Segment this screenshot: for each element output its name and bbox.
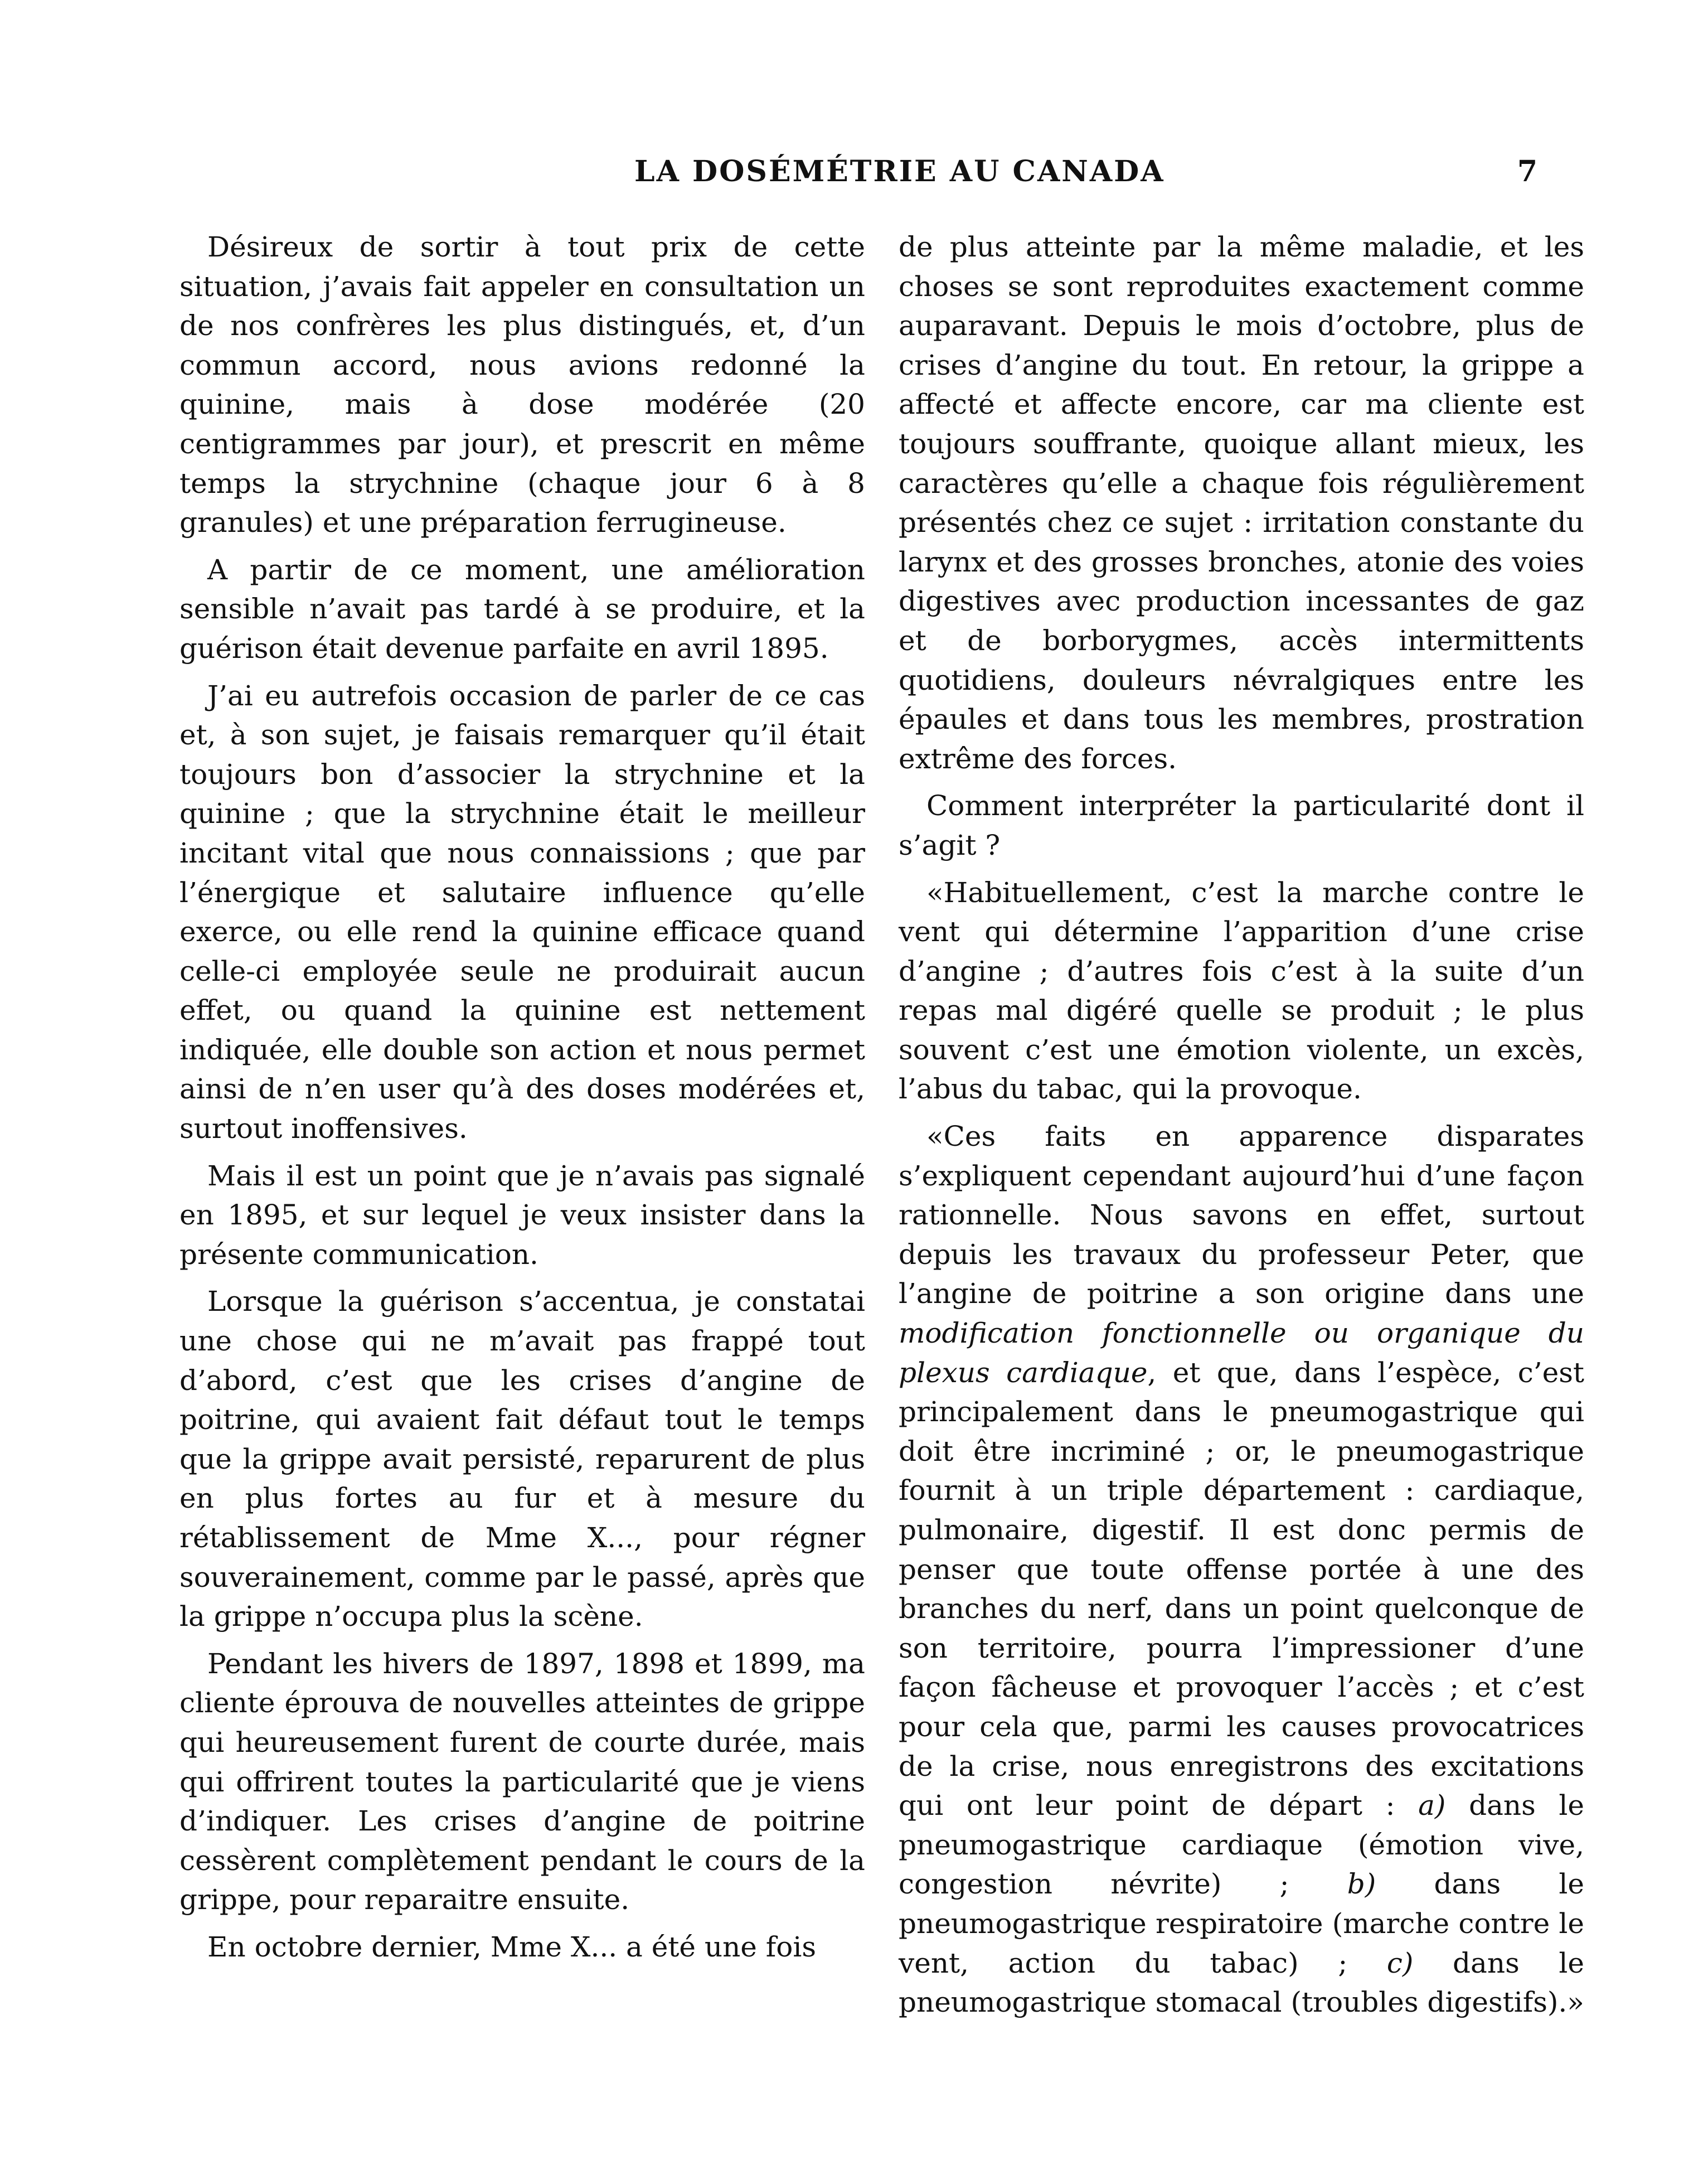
paragraph: «Habituellement, c’est la marche contre le vent qui détermine l’apparition d’une crise d’angine ; d’autres fois c’est à la suite d’un repas mal digéré quelle se produit ; le plus souvent c’est une émotion violente, un excès, l’abus du tabac, qui la provoque.: [899, 876, 1584, 1106]
left-column: [179, 227, 865, 1973]
paragraph: Lorsque la guérison s’accentua, je constatai une chose qui ne m’avait pas frappé tout d’abord, c’est que les crises d’angine de poitrine, qui avaient fait défaut tout le temps que la grippe avait persisté, reparurent de plus en plus fortes au fur et à mesure du rétablissement de Mme X..., pour régner souverainement, comme par le passé, après que la grippe n’occupa plus la scène.: [179, 1285, 865, 1633]
paragraph: Pendant les hivers de 1897, 1898 et 1899, ma cliente éprouva de nouvelles atteintes de grippe qui heureusement furent de courte durée, mais qui offrirent toutes la particularité que je viens d’indiquer. Les crises d’angine de poitrine cessèrent complètement pendant le cours de la grippe, pour reparaitre ensuite.: [179, 1647, 865, 1916]
paragraph-text: dans le pneumogastrique stomacal (troubles digestifs).»: [899, 1946, 1584, 2019]
paragraph-text: , et que, dans l’espèce, c’est principalement dans le pneumogastrique qui doit être incriminé ; or, le pneumogastrique fournit à un triple département : cardiaque, pulmonaire, digestif. Il est donc permis de penser que toute offense portée à une des branches du nerf, dans un point quelconque de son territoire, pourra l’impressioner d’une façon fâcheuse et provoquer l’accès ; et c’est pour cela que, parmi les causes provocatrices de la crise, nous enregistrons des excitations qui ont leur point de départ :: [899, 1356, 1584, 1822]
running-title: LA DOSÉMÉTRIE AU CANADA: [634, 154, 1165, 188]
paragraph: En octobre dernier, Mme X... a été une fois: [207, 1930, 817, 1963]
list-label: b): [1347, 1868, 1376, 1901]
right-column: [899, 227, 1584, 2019]
paragraph: Désireux de sortir à tout prix de cette situation, j’avais fait appeler en consultation un de nos confrères les plus distingués, et, d’un commun accord, nous avions redonné la quinine, mais à dose modérée (20 centigrammes par jour), et prescrit en même temps la strychnine (chaque jour 6 à 8 granules) et une préparation ferrugineuse.: [179, 231, 865, 539]
paragraph-text: «Ces faits en apparence disparates s’expliquent cependant aujourd’hui d’une façon rationnelle. Nous savons en effet, surtout depuis les travaux du professeur Peter, que l’angine de poitrine a son origine dans une: [899, 1120, 1584, 1310]
paragraph: Mais il est un point que je n’avais pas signalé en 1895, et sur lequel je veux insister dans la présente communication.: [179, 1159, 865, 1271]
list-label: c): [1386, 1946, 1414, 1979]
paragraph: A partir de ce moment, une amélioration sensible n’avait pas tardé à se produire, et la guérison était devenue parfaite en avril 1895.: [179, 553, 865, 665]
paragraph: de plus atteinte par la même maladie, et les choses se sont reproduites exactement comme auparavant. Depuis le mois d’octobre, plus de crises d’angine du tout. En retour, la grippe a affecté et affecte encore, car ma cliente est toujours souffrante, quoique allant mieux, les caractères qu’elle a chaque fois régulièrement présentés chez ce sujet : irritation constante du larynx et des grosses bronches, atonie des voies digestives avec production incessantes de gaz et de borborygmes, accès intermittents quotidiens, douleurs névralgiques entre les épaules et dans tous les membres, prostration extrême des forces.: [899, 231, 1584, 775]
paragraph-text: dans le pneumogastrique cardiaque (émotion vive, congestion névrite) ;: [899, 1789, 1584, 1901]
paragraph-text: dans le pneumogastrique respiratoire (marche contre le vent, action du tabac) ;: [899, 1868, 1584, 1979]
paragraph: [899, 1117, 1584, 2022]
page-header: [634, 154, 1537, 199]
paragraph: Comment interpréter la particularité dont il s’agit ?: [899, 789, 1584, 861]
list-label: a): [1418, 1789, 1446, 1822]
italic-phrase: modification fonctionnelle ou organique du plexus cardiaque: [899, 1317, 1584, 1389]
page-number: 7: [1517, 154, 1537, 188]
paragraph: J’ai eu autrefois occasion de parler de ce cas et, à son sujet, je faisais remarquer qu’il était toujours bon d’associer la strychnine et la quinine ; que la strychnine était le meilleur incitant vital que nous connaissions ; que par l’énergique et salutaire influence qu’elle exerce, ou elle rend la quinine efficace quand celle-ci employée seule ne produirait aucun effet, ou quand la quinine est nettement indiquée, elle double son action et nous permet ainsi de n’en user qu’à des doses modérées et, surtout inoffensives.: [179, 679, 865, 1145]
